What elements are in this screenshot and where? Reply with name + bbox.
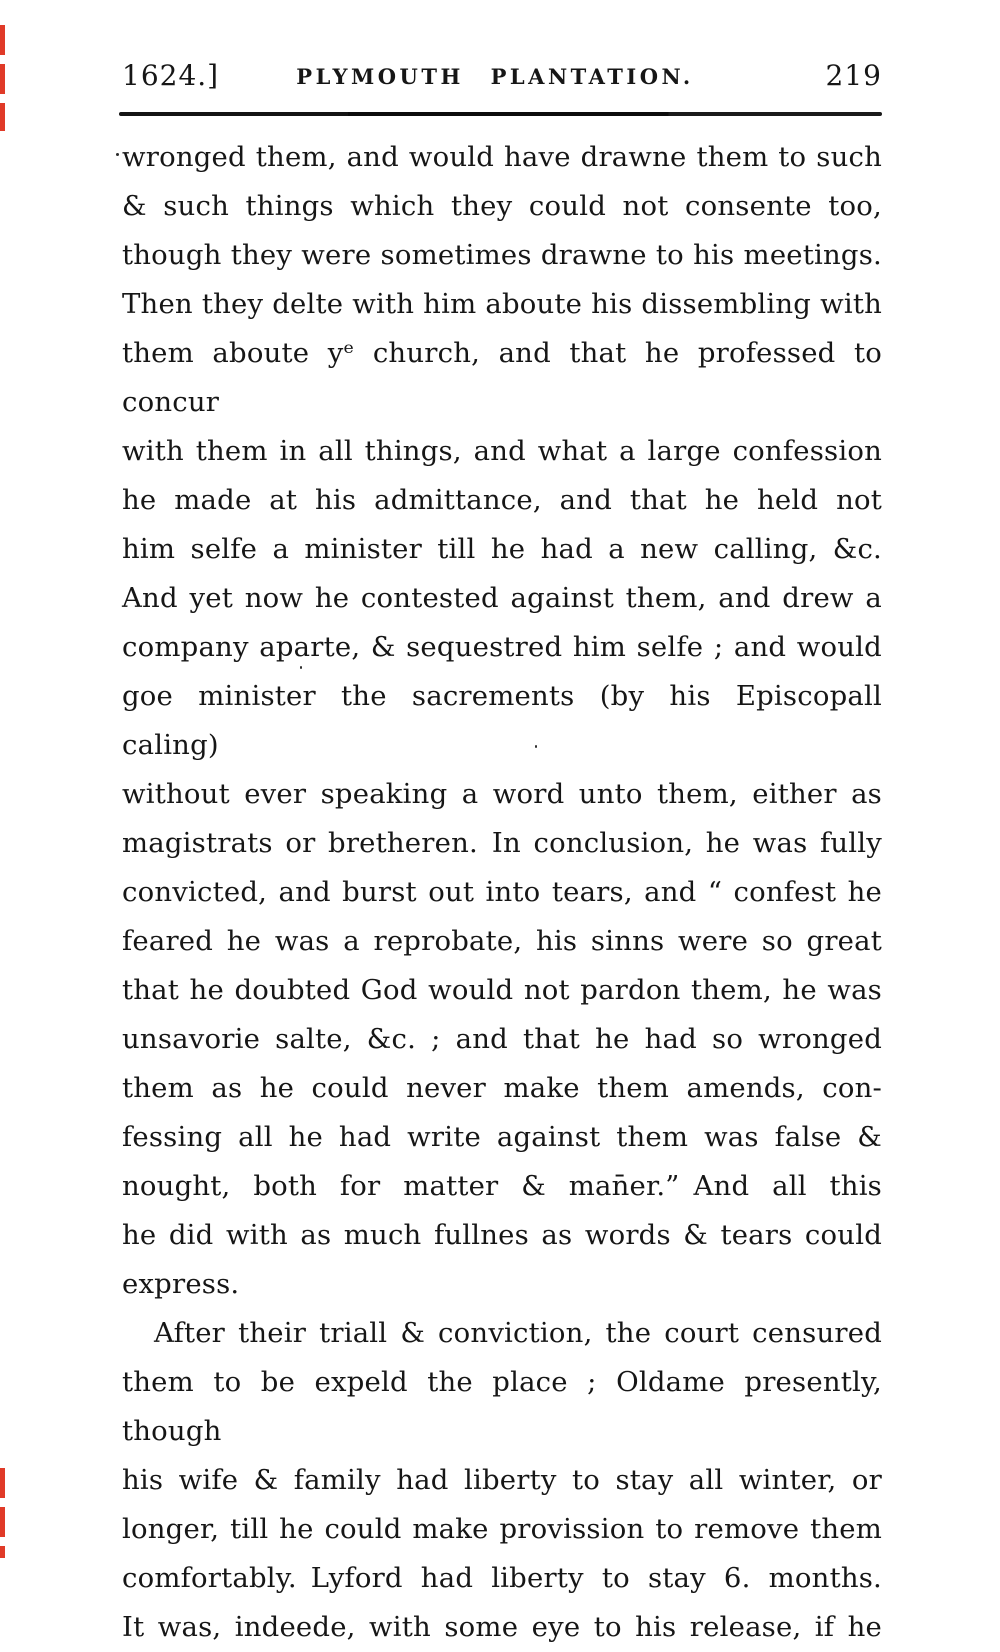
text-line: convicted, and burst out into tears, and “ confest he — [122, 876, 882, 908]
text-line: his wife & family had liberty to stay all winter, or — [122, 1464, 882, 1496]
text-line: Then they delte with him aboute his dissembling with — [122, 288, 882, 320]
text-line: them to be expeld the place ; Oldame presently, though — [122, 1366, 891, 1447]
text-line: them as he could never make them amends, con- — [122, 1072, 882, 1104]
text-line: & such things which they could not consente too, — [122, 190, 882, 222]
text-line: It was, indeede, with some eye to his release, if he — [122, 1611, 882, 1643]
text-line: longer, till he could make provission to remove them — [122, 1513, 882, 1545]
page-header — [122, 56, 882, 92]
scan-edge-mark-top — [0, 25, 5, 131]
text-line: he made at his admittance, and that he held not — [122, 484, 882, 516]
text-line: though they were sometimes drawne to his meetings. — [122, 239, 882, 271]
scan-edge-mark-bottom — [0, 1468, 5, 1558]
running-title: PLYMOUTH PLANTATION. — [296, 64, 694, 89]
text-line: company aparte, & sequestred him selfe ; and would — [122, 631, 882, 663]
text-line: that he doubted God would not pardon them, he was — [122, 974, 882, 1006]
text-line: goe minister the sacrements (by his Episcopall caling) — [122, 680, 891, 761]
text-line: them aboute yᵉ church, and that he professed to concur — [122, 337, 891, 418]
header-rule — [119, 112, 882, 116]
text-line: with them in all things, and what a large confession — [122, 435, 882, 467]
scan-speck — [116, 153, 119, 156]
text-line: without ever speaking a word unto them, either as — [122, 778, 882, 810]
text-line: magistrats or bretheren. In conclusion, he was fully — [122, 827, 882, 859]
text-line: wronged them, and would have drawne them to such — [122, 141, 882, 173]
text-line: express. — [122, 1268, 240, 1300]
text-line: feared he was a reprobate, his sinns were so great — [122, 925, 882, 957]
text-line: nought, both for matter & man̄er.” And all this — [122, 1170, 882, 1202]
scan-speck — [300, 666, 302, 669]
text-line: comfortably. Lyford had liberty to stay 6. months. — [122, 1562, 882, 1594]
text-line: unsavorie salte, &c. ; and that he had so wronged — [122, 1023, 882, 1055]
scan-speck — [535, 745, 537, 748]
text-body — [122, 133, 891, 1652]
text-line: he did with as much fullnes as words & tears could — [122, 1219, 882, 1251]
text-line: him selfe a minister till he had a new calling, &c. — [122, 533, 882, 565]
page-number: 219 — [825, 59, 882, 92]
year-label: 1624.] — [122, 59, 220, 92]
text-line: fessing all he had write against them was false & — [122, 1121, 882, 1153]
text-line: And yet now he contested against them, and drew a — [122, 582, 882, 614]
text-line: After their triall & conviction, the court censured — [154, 1317, 882, 1349]
